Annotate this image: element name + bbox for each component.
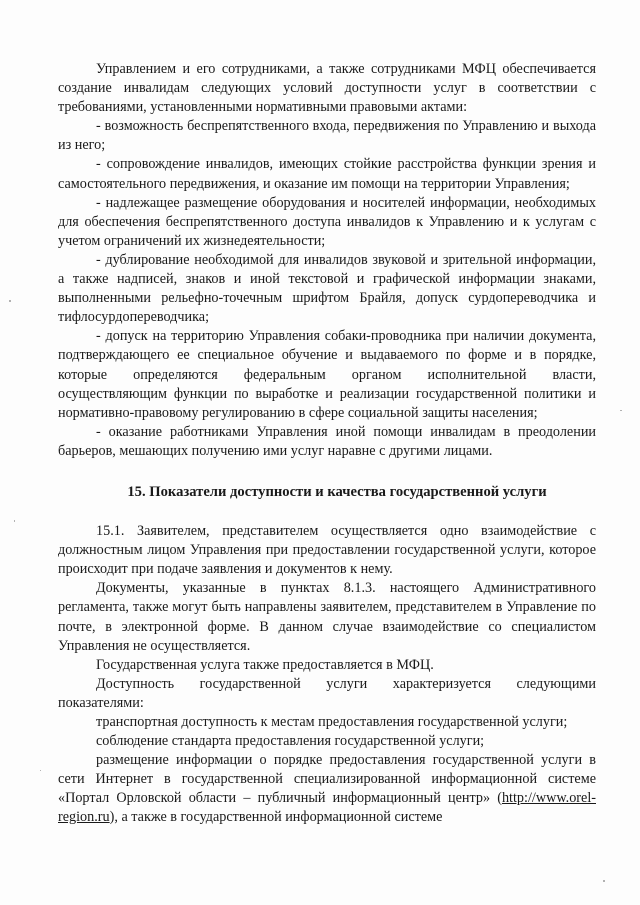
scan-speck (603, 880, 605, 882)
last-paragraph-text: размещение информации о порядке предоставления государственной услуги в сети Интернет в государственной специализированной информационной системе «Портал Орловской области – публичный информационный центр» ( (58, 752, 596, 807)
document-body (58, 60, 596, 828)
list-item-duplication: - дублирование необходимой для инвалидов звуковой и зрительной информации, а также надписей, знаков и иной текстовой и графической информации знаками, выполненными рельефно-точечным шрифтом Брайля, допуск сурдопереводчика и тифлосурдопереводчика; (58, 251, 596, 326)
list-item-escort: - сопровождение инвалидов, имеющих стойкие расстройства функции зрения и самостоятельного передвижения, и оказание им помощи на территории Управления; (58, 156, 596, 192)
portal-link[interactable]: http://www.orel-region.ru (58, 790, 596, 826)
intro-paragraph: Управлением и его сотрудниками, а также сотрудниками МФЦ обеспечивается создание инвалидам следующих условий доступности услуг в соответствии с требованиями, установленными нормативными правовыми актами: (58, 61, 596, 116)
scan-speck (620, 410, 622, 411)
scan-speck (14, 520, 15, 522)
section-paragraph: транспортная доступность к местам предоставления государственной услуги; (96, 714, 568, 730)
section-paragraph: Государственная услуга также предоставляется в МФЦ. (96, 656, 434, 673)
section-heading: 15. Показатели доступности и качества государственной услуги (127, 483, 547, 500)
list-item-guide-dog: - допуск на территорию Управления собаки-проводника при наличии документа, подтверждающего ее специальное обучение и выдаваемого по форме и в порядке, которые определяются федеральным органом исполнительной власти, осуществляющим функции по выработке и реализации государственной политики и нормативно-правовому регулированию в сфере социальной защиты населения; (58, 328, 596, 421)
section-paragraph: Документы, указанные в пунктах 8.1.3. настоящего Административного регламента, также могут быть направлены заявителем, представителем в Управление по почте, в электронной форме. В данном случае взаимодействие со специалистом Управления не осуществляется. (58, 580, 596, 654)
list-item-assistance: - оказание работниками Управления иной помощи инвалидам в преодолении барьеров, мешающих получению ими услуг наравне с другими лицами. (58, 423, 596, 459)
section-paragraph-last (58, 751, 596, 827)
section-paragraph: соблюдение стандарта предоставления государственной услуги; (96, 733, 485, 750)
last-paragraph-tail: ), а также в государственной информационной системе (109, 809, 443, 826)
section-paragraph: Доступность государственной услуги характеризуется следующими показателями: (58, 675, 596, 711)
section-paragraph: 15.1. Заявителем, представителем осуществляется одно взаимодействие с должностным лицом Управления при предоставлении государственной услуги, которое происходит при подаче заявления и документов к нему. (58, 523, 596, 578)
list-item-equipment: - надлежащее размещение оборудования и носителей информации, необходимых для обеспечения беспрепятственного доступа инвалидов к Управлению и к услугам с учетом ограничений их жизнедеятельности; (58, 194, 596, 249)
list-item-entrance: - возможность беспрепятственного входа, передвижения по Управлению и выхода из него; (58, 118, 596, 154)
scan-speck (40, 770, 41, 771)
scan-speck (9, 300, 11, 302)
